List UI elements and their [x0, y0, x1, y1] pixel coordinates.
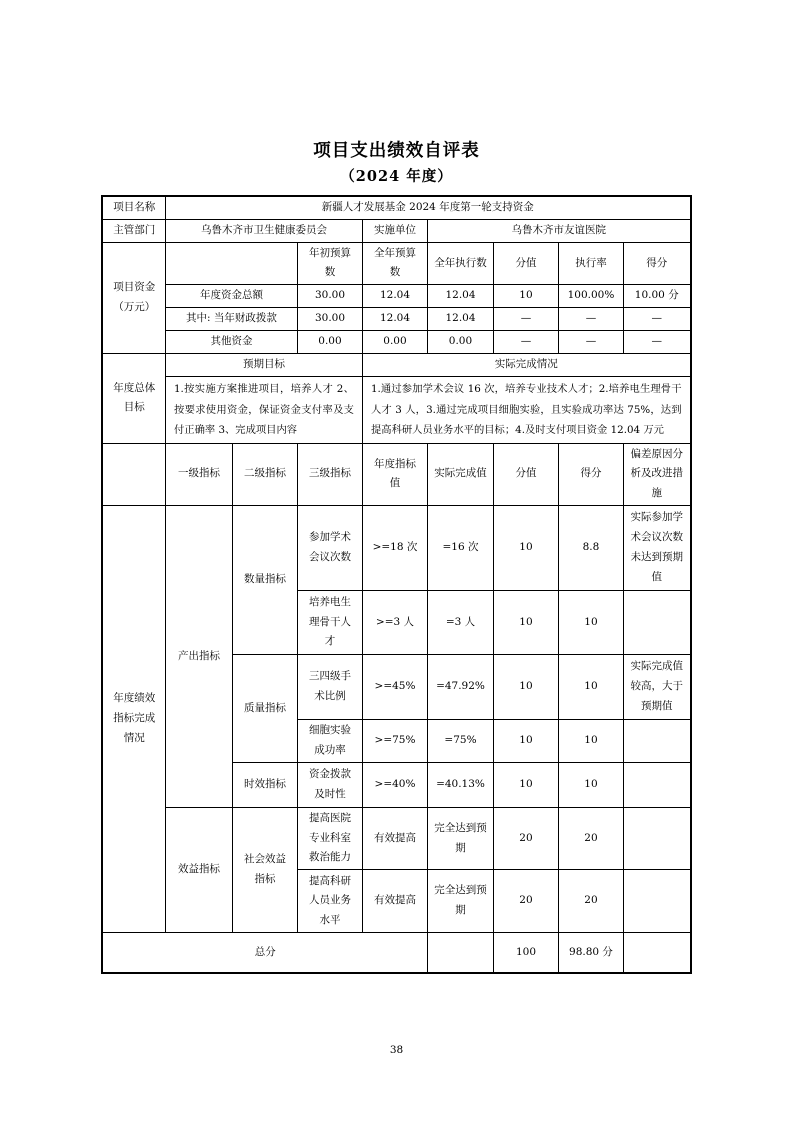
goals-content-row [102, 376, 690, 443]
indicator-score: 10 [558, 719, 623, 762]
funds-cell: 0.00 [362, 330, 427, 353]
funds-cell: 10.00 分 [623, 285, 690, 308]
funds-cell: 100.00% [558, 285, 623, 308]
indicator-target: 有效提高 [362, 807, 427, 869]
goals-header-row [102, 353, 690, 376]
indicators-header-level2: 二级指标 [232, 443, 297, 505]
indicator-target: >=75% [362, 719, 427, 762]
goals-actual-text: 1.通过参加学术会议 16 次，培养专业技术人才；2.培养电生理骨干人才 3 人，3.通过完成项目细胞实验，且实验成功率达 75%，达到提高科研人员业务水平的目标；4.及时支付项目资金 12.04 万元 [362, 376, 690, 443]
funds-header-initial-budget: 年初预算数 [297, 242, 362, 284]
funds-cell: — [493, 307, 558, 330]
total-score-value: 100 [493, 933, 558, 973]
indicators-header-score: 得分 [558, 443, 623, 505]
level1-benefit: 效益指标 [165, 807, 232, 932]
funds-header-row [102, 242, 690, 284]
indicator-score: 20 [558, 807, 623, 869]
indicator-actual: 完全达到预期 [427, 807, 493, 869]
funds-cell: 0.00 [427, 330, 493, 353]
indicator-name: 资金拨款及时性 [297, 762, 362, 807]
funds-cell: 12.04 [427, 285, 493, 308]
indicator-deviation [623, 762, 690, 807]
indicator-actual: 完全达到预期 [427, 870, 493, 933]
funds-row [102, 307, 690, 330]
indicator-row [102, 807, 690, 869]
indicator-actual: =16 次 [427, 505, 493, 590]
self-evaluation-table [101, 195, 691, 974]
indicators-section-label: 年度绩效指标完成情况 [102, 505, 165, 932]
funds-cell: — [558, 330, 623, 353]
indicator-name: 培养电生理骨干人才 [297, 590, 362, 654]
indicator-target: >=3 人 [362, 590, 427, 654]
funds-row-label: 其他资金 [165, 330, 297, 353]
indicator-score-value: 10 [493, 762, 558, 807]
total-score: 98.80 分 [558, 933, 623, 973]
funds-cell: 30.00 [297, 307, 362, 330]
indicator-score: 10 [558, 590, 623, 654]
funds-cell: 12.04 [427, 307, 493, 330]
unit-value: 乌鲁木齐市友谊医院 [427, 219, 690, 242]
indicator-score-value: 20 [493, 870, 558, 933]
funds-row [102, 330, 690, 353]
table-row [102, 219, 690, 242]
funds-cell: — [558, 307, 623, 330]
indicator-actual: =75% [427, 719, 493, 762]
indicator-score-value: 10 [493, 719, 558, 762]
indicator-target: 有效提高 [362, 870, 427, 933]
total-row [102, 933, 690, 973]
indicators-header-score-value: 分值 [493, 443, 558, 505]
project-name-label: 项目名称 [102, 196, 165, 219]
indicator-deviation [623, 807, 690, 869]
table-row [102, 196, 690, 219]
goals-expected-header: 预期目标 [165, 353, 362, 376]
total-deviation-blank [623, 933, 690, 973]
level2-social-benefit: 社会效益指标 [232, 807, 297, 932]
indicator-name: 细胞实验成功率 [297, 719, 362, 762]
funds-header-annual-budget: 全年预算数 [362, 242, 427, 284]
dept-label: 主管部门 [102, 219, 165, 242]
page-number: 38 [389, 1044, 404, 1056]
indicator-score-value: 10 [493, 590, 558, 654]
funds-blank-cell [165, 242, 297, 284]
indicator-score: 10 [558, 762, 623, 807]
indicator-target: >=18 次 [362, 505, 427, 590]
funds-row-label: 年度资金总额 [165, 285, 297, 308]
funds-cell: — [623, 307, 690, 330]
indicator-score-value: 10 [493, 505, 558, 590]
indicator-name: 提高科研人员业务水平 [297, 870, 362, 933]
funds-section-label: 项目资金（万元） [102, 242, 165, 353]
unit-label: 实施单位 [362, 219, 427, 242]
funds-row-label: 其中: 当年财政拨款 [165, 307, 297, 330]
funds-header-execution-rate: 执行率 [558, 242, 623, 284]
indicators-header-level1: 一级指标 [165, 443, 232, 505]
indicator-deviation [623, 719, 690, 762]
funds-cell: 12.04 [362, 285, 427, 308]
indicator-deviation [623, 590, 690, 654]
indicator-score: 20 [558, 870, 623, 933]
level2-timeliness: 时效指标 [232, 762, 297, 807]
funds-cell: 12.04 [362, 307, 427, 330]
indicator-deviation: 实际参加学术会议次数未达到预期值 [623, 505, 690, 590]
goals-section-label: 年度总体目标 [102, 353, 165, 443]
indicator-score: 8.8 [558, 505, 623, 590]
indicator-actual: =47.92% [427, 654, 493, 719]
funds-cell: 0.00 [297, 330, 362, 353]
total-blank-cell [427, 933, 493, 973]
indicator-actual: =3 人 [427, 590, 493, 654]
indicator-target: >=40% [362, 762, 427, 807]
indicator-deviation [623, 870, 690, 933]
indicator-score-value: 20 [493, 807, 558, 869]
indicator-score: 10 [558, 654, 623, 719]
indicators-header-actual: 实际完成值 [427, 443, 493, 505]
indicators-blank-cell [102, 443, 165, 505]
indicators-header-target: 年度指标值 [362, 443, 427, 505]
indicators-header-row [102, 443, 690, 505]
goals-expected-text: 1.按实施方案推进项目，培养人才 2、按要求使用资金，保证资金支付率及支付正确率 3、完成项目内容 [165, 376, 362, 443]
funds-header-score-value: 分值 [493, 242, 558, 284]
indicator-deviation: 实际完成值较高，大于预期值 [623, 654, 690, 719]
page-title: 项目支出绩效自评表 [313, 141, 480, 161]
funds-cell: 30.00 [297, 285, 362, 308]
funds-row [102, 285, 690, 308]
indicator-row [102, 505, 690, 590]
indicator-name: 三四级手术比例 [297, 654, 362, 719]
goals-actual-header: 实际完成情况 [362, 353, 690, 376]
dept-value: 乌鲁木齐市卫生健康委员会 [165, 219, 362, 242]
funds-cell: — [493, 330, 558, 353]
indicator-score-value: 10 [493, 654, 558, 719]
project-name-value: 新疆人才发展基金 2024 年度第一轮支持资金 [165, 196, 690, 219]
level1-output: 产出指标 [165, 505, 232, 807]
level2-quantity: 数量指标 [232, 505, 297, 654]
indicators-header-level3: 三级指标 [297, 443, 362, 505]
indicator-actual: =40.13% [427, 762, 493, 807]
indicator-name: 参加学术会议次数 [297, 505, 362, 590]
level2-quality: 质量指标 [232, 654, 297, 762]
funds-cell: — [623, 330, 690, 353]
funds-header-executed: 全年执行数 [427, 242, 493, 284]
funds-header-score: 得分 [623, 242, 690, 284]
page-subtitle: （2024 年度） [340, 168, 453, 185]
indicator-target: >=45% [362, 654, 427, 719]
indicator-name: 提高医院专业科室救治能力 [297, 807, 362, 869]
indicators-header-deviation: 偏差原因分析及改进措施 [623, 443, 690, 505]
funds-cell: 10 [493, 285, 558, 308]
total-label: 总分 [102, 933, 427, 973]
